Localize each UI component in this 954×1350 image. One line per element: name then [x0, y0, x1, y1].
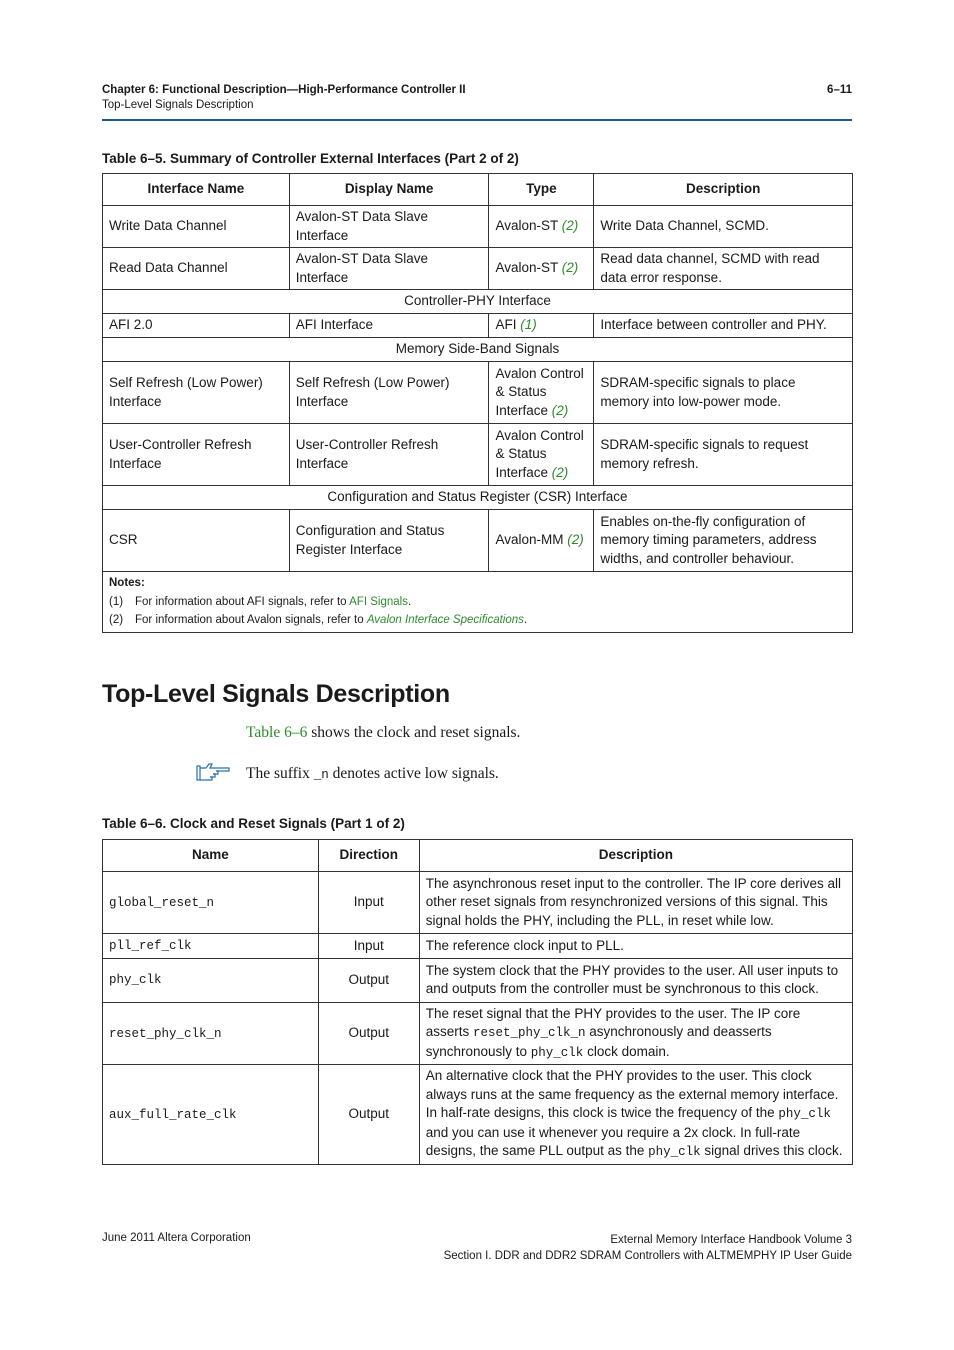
column-header: Description — [419, 840, 852, 872]
type-cell: Avalon-ST (2) — [489, 206, 594, 248]
table-row — [103, 362, 853, 424]
notes-row — [103, 572, 853, 633]
table-row — [103, 958, 853, 1002]
controller-interfaces-table — [102, 173, 853, 633]
table-row — [103, 314, 853, 338]
direction-cell: Input — [318, 934, 419, 959]
signal-name-cell: reset_phy_clk_n — [103, 1002, 319, 1065]
table-row — [103, 872, 853, 934]
header-rule — [102, 119, 852, 121]
table-row — [103, 510, 853, 572]
avalon-spec-link[interactable]: Avalon Interface Specifications — [366, 614, 524, 626]
type-cell: Avalon-MM (2) — [489, 510, 594, 572]
display-name-cell: AFI Interface — [289, 314, 489, 338]
display-name-cell: Avalon-ST Data Slave Interface — [289, 206, 489, 248]
description-cell: SDRAM-specific signals to place memory into low-power mode. — [594, 362, 853, 424]
column-header: Display Name — [289, 174, 489, 206]
description-cell: SDRAM-specific signals to request memory refresh. — [594, 424, 853, 486]
group-row — [103, 338, 853, 362]
description-cell: The system clock that the PHY provides to the user. All user inputs to and outputs from the controller must be synchronous to this clock. — [419, 958, 852, 1002]
inline-code: phy_clk — [648, 1145, 701, 1160]
interface-name-cell: Self Refresh (Low Power) Interface — [103, 362, 290, 424]
column-header: Name — [103, 840, 319, 872]
inline-code: reset_phy_clk_n — [473, 1026, 586, 1040]
description-cell: Write Data Channel, SCMD. — [594, 206, 853, 248]
column-header: Type — [489, 174, 594, 206]
interface-name-cell: AFI 2.0 — [103, 314, 290, 338]
table-row — [103, 424, 853, 486]
description-cell: The reference clock input to PLL. — [419, 934, 852, 959]
table-row — [103, 934, 853, 959]
footer-date-company: June 2011 Altera Corporation — [102, 1232, 251, 1244]
afi-signals-link[interactable]: AFI Signals — [349, 595, 408, 608]
note-1: (1) For information about AFI signals, refer to AFI Signals. — [109, 595, 412, 608]
display-name-cell: Avalon-ST Data Slave Interface — [289, 248, 489, 290]
description-cell: Read data channel, SCMD with read data error response. — [594, 248, 853, 290]
type-cell: Avalon Control & Status Interface (2) — [489, 424, 594, 486]
note-ref-link[interactable]: (2) — [567, 532, 584, 548]
table-row — [103, 1065, 853, 1165]
suffix-code: _n — [313, 768, 329, 782]
direction-cell: Output — [318, 1002, 419, 1065]
table2-caption: Table 6–6. Clock and Reset Signals (Part 1 of 2) — [102, 816, 405, 831]
inline-code: phy_clk — [778, 1107, 831, 1122]
interface-name-cell: Write Data Channel — [103, 206, 290, 248]
type-cell: Avalon Control & Status Interface (2) — [489, 362, 594, 424]
intro-paragraph: Table 6–6 shows the clock and reset signals. — [246, 724, 521, 741]
note-paragraph: The suffix _n denotes active low signals. — [246, 765, 499, 782]
note-ref-link[interactable]: (1) — [520, 317, 537, 333]
description-cell: Interface between controller and PHY. — [594, 314, 853, 338]
table-row — [103, 248, 853, 290]
column-header: Interface Name — [103, 174, 290, 206]
signal-name-cell: global_reset_n — [103, 872, 319, 934]
table-row — [103, 1002, 853, 1065]
table-header-row — [103, 174, 853, 206]
display-name-cell: Self Refresh (Low Power) Interface — [289, 362, 489, 424]
page-number: 6–11 — [827, 84, 852, 96]
display-name-cell: Configuration and Status Register Interface — [289, 510, 489, 572]
direction-cell: Input — [318, 872, 419, 934]
description-cell: The asynchronous reset input to the controller. The IP core derives all other reset signals from resynchronized versions of this signal. This signal holds the PHY, including the PLL, in reset while low. — [419, 872, 852, 934]
interface-name-cell: CSR — [103, 510, 290, 572]
description-cell: The reset signal that the PHY provides to the user. The IP core asserts reset_phy_clk_n asynchronously and deasserts synchronously to phy_clk clock domain. — [419, 1002, 852, 1065]
group-label: Configuration and Status Register (CSR) Interface — [103, 486, 853, 510]
group-label: Memory Side-Band Signals — [103, 338, 853, 362]
type-cell: Avalon-ST (2) — [489, 248, 594, 290]
group-row — [103, 486, 853, 510]
note-ref-link[interactable]: (2) — [561, 218, 579, 234]
chapter-title: Chapter 6: Functional Description—High-Performance Controller II — [102, 84, 466, 96]
inline-code: phy_clk — [530, 1045, 584, 1060]
group-row — [103, 290, 853, 314]
table-row — [103, 206, 853, 248]
group-label: Controller-PHY Interface — [103, 290, 853, 314]
notes-cell — [103, 572, 853, 633]
table1-caption: Table 6–5. Summary of Controller External Interfaces (Part 2 of 2) — [102, 151, 519, 166]
signal-name-cell: phy_clk — [103, 958, 319, 1002]
description-cell: Enables on-the-fly configuration of memory timing parameters, address widths, and controller behaviour. — [594, 510, 853, 572]
direction-cell: Output — [318, 958, 419, 1002]
description-cell: An alternative clock that the PHY provides to the user. This clock always runs at the same frequency as the external memory interface. In half-rate designs, this clock is twice the frequency of the phy_clk and you can use it whenever you require a 2x clock. In full-rate designs, the same PLL output as the phy_clk signal drives this clock. — [419, 1065, 852, 1165]
page-header — [102, 84, 852, 111]
direction-cell: Output — [318, 1065, 419, 1165]
note-2: (2) For information about Avalon signals, refer to Avalon Interface Specifications. — [109, 614, 528, 626]
footer-title: External Memory Interface Handbook Volume 3 Section I. DDR and DDR2 SDRAM Controllers with ALTMEMPHY IP User Guide — [443, 1234, 852, 1262]
note-ref-link[interactable]: (2) — [561, 260, 579, 276]
pointing-hand-icon — [196, 762, 232, 784]
signal-name-cell: aux_full_rate_clk — [103, 1065, 319, 1165]
section-subtitle: Top-Level Signals Description — [102, 99, 254, 111]
note-ref-link[interactable]: (2) — [551, 402, 569, 418]
notes-title: Notes: — [109, 577, 145, 589]
type-cell: AFI (1) — [489, 314, 594, 338]
table-header-row — [103, 840, 853, 872]
interface-name-cell: Read Data Channel — [103, 248, 290, 290]
signal-name-cell: pll_ref_clk — [103, 934, 319, 959]
note-ref-link[interactable]: (2) — [551, 464, 569, 480]
interface-name-cell: User-Controller Refresh Interface — [103, 424, 290, 486]
clock-reset-signals-table — [102, 839, 853, 1165]
column-header: Description — [594, 174, 853, 206]
section-heading: Top-Level Signals Description — [102, 680, 450, 708]
table-6-6-link[interactable]: Table 6–6 — [246, 724, 308, 741]
display-name-cell: User-Controller Refresh Interface — [289, 424, 489, 486]
column-header: Direction — [318, 840, 419, 872]
